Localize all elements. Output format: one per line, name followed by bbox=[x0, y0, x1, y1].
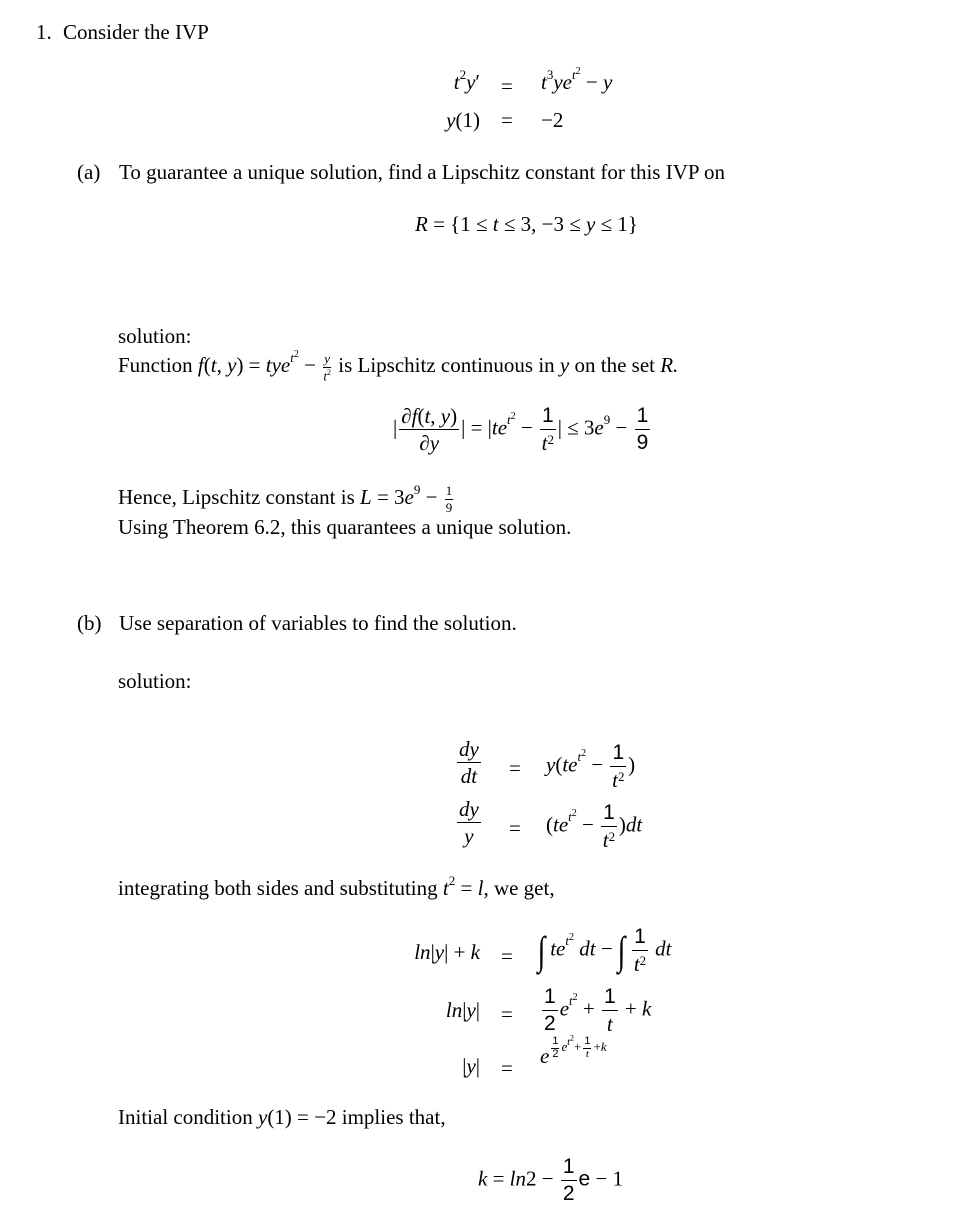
int-eq1-equals: = bbox=[501, 944, 513, 968]
int-eq1-lhs: ln|y| + k bbox=[414, 940, 480, 964]
integrate-sub: $t^2 = l$ bbox=[442, 873, 484, 900]
function-statement bbox=[118, 349, 679, 383]
int-eq3-equals: = bbox=[501, 1056, 513, 1080]
function-text-1: Function bbox=[118, 353, 193, 378]
region-definition: R = {1 ≤ t ≤ 3, −3 ≤ y ≤ 1} bbox=[415, 212, 638, 236]
int-eq3-rhs: e $^{\frac{1}{2} e^{t^2}+ \frac{1}{t} +k}$ bbox=[540, 1033, 607, 1068]
initial-text-1: Initial condition bbox=[118, 1105, 253, 1129]
function-set: R. bbox=[660, 353, 679, 378]
int-eq1-rhs: ∫ $te^{t^2}$ dt − ∫ $\frac{1}{t^2}$ dt bbox=[537, 925, 672, 977]
sep-eq2-equals: = bbox=[509, 816, 521, 840]
int-eq2-lhs: ln|y| bbox=[445, 998, 480, 1022]
sep-eq1-rhs: $y(te^{t^2}$ − $\frac{1}{t^2}$ ) bbox=[546, 741, 636, 793]
integrate-text-2: , we get, bbox=[483, 876, 555, 900]
derivative-equation: | $\frac{\partial f(t, y)}{\partial y}$ | = $|te^{t^2}$ − $\frac{1}{t^2}$ | ≤ $3e^9$ − $\frac{1}{9}$ bbox=[393, 404, 649, 456]
theorem-statement: Using Theorem 6.2, this quarantees a unique solution. bbox=[118, 515, 572, 539]
integrate-text-1: integrating both sides and substituting bbox=[118, 876, 438, 900]
k-equation: k = ln2 − $\frac{1}{2}$ e − 1 bbox=[478, 1155, 624, 1206]
initial-text-2: implies that, bbox=[341, 1105, 446, 1129]
int-eq2-equals: = bbox=[501, 1002, 513, 1026]
integrate-statement bbox=[118, 873, 555, 900]
initial-expr: y(1) = −2 bbox=[257, 1105, 337, 1129]
ivp-eq2-rhs: −2 bbox=[541, 108, 564, 132]
hence-statement bbox=[118, 481, 455, 515]
int-eq2-rhs: $\frac{1}{2}$ $e^{t^2}$ + $\frac{1}{t}$ + k bbox=[544, 985, 652, 1037]
part-b-label: (b) bbox=[77, 611, 102, 635]
function-expr: f(t, y) = tye$^{t^2}$ − $\frac{y}{t^2}$ bbox=[197, 349, 331, 383]
hence-expr: $L = 3e^9$ − $\frac{1}{9}$ bbox=[360, 481, 453, 515]
problem-number: 1. bbox=[36, 20, 52, 44]
problem-intro: Consider the IVP bbox=[63, 20, 209, 44]
ivp-eq1-rhs: $t^3ye^{t^2} - y$ bbox=[541, 66, 613, 94]
int-eq3-lhs: |y| bbox=[462, 1054, 480, 1078]
sep-eq1-lhs: $\frac{dy}{dt}$ bbox=[459, 737, 479, 789]
part-b-question: Use separation of variables to find the solution. bbox=[119, 611, 517, 635]
initial-condition-statement bbox=[118, 1107, 446, 1128]
part-a-label: (a) bbox=[77, 160, 101, 184]
ivp-eq2-equals: = bbox=[501, 108, 513, 132]
sep-eq2-lhs: $\frac{dy}{y}$ bbox=[459, 797, 479, 849]
problem-header bbox=[36, 22, 209, 43]
sep-eq1-equals: = bbox=[509, 756, 521, 780]
hence-text: Hence, Lipschitz constant is bbox=[118, 484, 355, 509]
function-var: y bbox=[559, 353, 570, 378]
ivp-eq1-lhs: $t^2y'$ bbox=[453, 67, 480, 94]
sep-eq2-rhs: ($te^{t^2}$ − $\frac{1}{t^2}$ )dt bbox=[546, 801, 643, 853]
ivp-eq1-equals: = bbox=[501, 74, 513, 98]
part-b-solution-label: solution: bbox=[118, 669, 192, 693]
function-text-2: is Lipschitz continuous in bbox=[338, 353, 555, 378]
function-text-3: on the set bbox=[574, 353, 655, 378]
part-a-solution-label: solution: bbox=[118, 324, 192, 348]
ivp-eq2-lhs: y(1) bbox=[446, 108, 480, 132]
part-a-question: To guarantee a unique solution, find a Lipschitz constant for this IVP on bbox=[119, 160, 726, 184]
